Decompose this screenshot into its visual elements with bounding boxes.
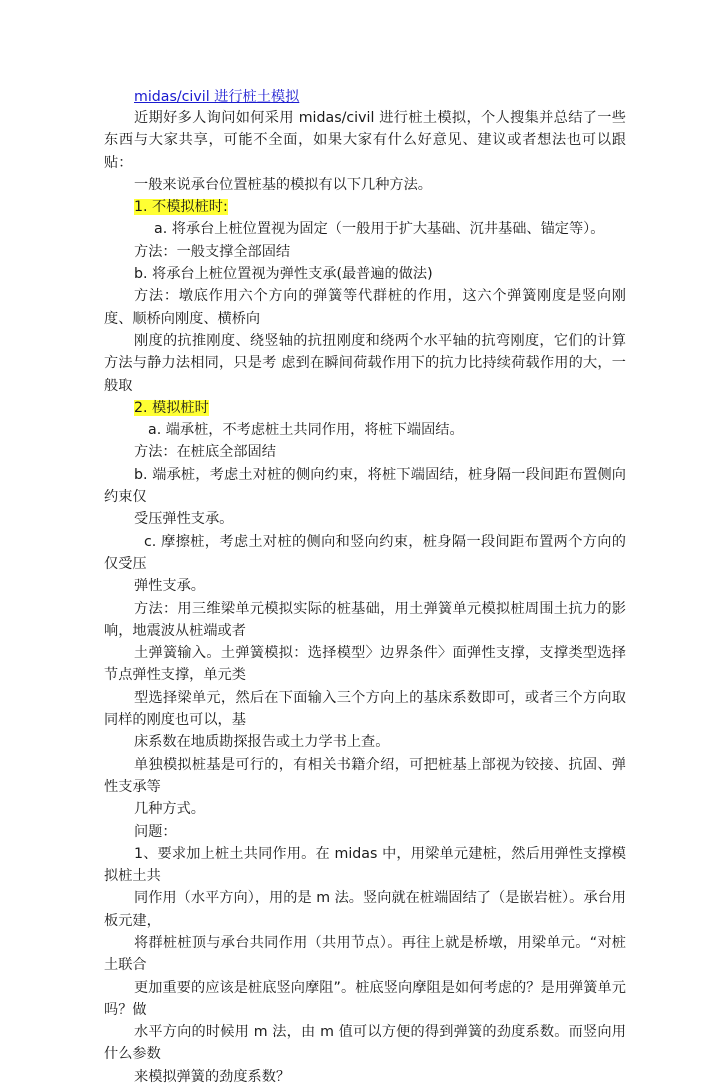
- paragraph: 1、要求加上桩土共同作用。在 midas 中，用梁单元建桩，然后用弹性支撑模拟桩土共: [104, 845, 626, 885]
- paragraph: 刚度的抗推刚度、绕竖轴的抗扭刚度和绕两个水平轴的抗弯刚度，它们的计算方法与静力法相同，只是考 虑到在瞬间荷载作用下的抗力比持续荷载作用的大，一般取: [104, 332, 626, 394]
- paragraph: 几种方式。: [134, 801, 205, 818]
- paragraph: 问题：: [134, 823, 177, 840]
- paragraph: c. 摩擦桩，考虑土对桩的侧向和竖向约束，桩身隔一段间距布置两个方向的仅受压: [104, 533, 626, 572]
- highlighted-heading-text: 1. 不模拟桩时:: [134, 199, 228, 216]
- paragraph: 一般来说承台位置桩基的模拟有以下几种方法。: [134, 176, 432, 193]
- paragraph: 土弹簧输入。土弹簧模拟：选择模型〉边界条件〉面弹性支撑，支撑类型选择节点弹性支撑，单元类: [104, 645, 626, 684]
- document-title[interactable]: midas/civil 进行桩土模拟: [134, 89, 300, 105]
- paragraph: a. 将承台上桩位置视为固定（一般用于扩大基础、沉井基础、锚定等）。: [154, 221, 605, 238]
- section-heading-1: [104, 196, 626, 218]
- highlighted-heading-text: 2. 模拟桩时: [134, 399, 209, 416]
- paragraph: 型选择梁单元，然后在下面输入三个方向上的基床系数即可，或者三个方向取同样的刚度也可以，基: [104, 689, 626, 729]
- paragraph: 受压弹性支承。: [134, 511, 234, 528]
- paragraph: 同作用（水平方向），用的是 m 法。竖向就在桩端固结了（是嵌岩桩）。承台用板元建，: [104, 890, 626, 929]
- paragraph: 方法：墩底作用六个方向的弹簧等代群桩的作用，这六个弹簧刚度是竖向刚度、顺桥向刚度、横桥向: [104, 288, 626, 327]
- paragraph: 水平方向的时候用 m 法，由 m 值可以方便的得到弹簧的劲度系数。而竖向用什么参数: [104, 1024, 626, 1063]
- paragraph: 方法：用三维梁单元模拟实际的桩基础，用土弹簧单元模拟桩周围土抗力的影响，地震波从桩端或者: [104, 600, 626, 639]
- section-heading-2: [104, 397, 626, 419]
- document-body: [104, 107, 626, 1088]
- paragraph: 近期好多人询问如何采用 midas/civil 进行桩土模拟，个人搜集并总结了一些东西与大家共享，可能不全面，如果大家有什么好意见、建议或者想法也可以跟贴：: [104, 110, 626, 171]
- paragraph: 来模拟弹簧的劲度系数？: [134, 1068, 291, 1085]
- paragraph: a. 端承桩，不考虑桩土共同作用，将桩下端固结。: [148, 422, 464, 439]
- paragraph: b. 端承桩，考虑土对桩的侧向约束，将桩下端固结，桩身隔一段间距布置侧向约束仅: [104, 466, 626, 506]
- paragraph: 方法：一般支撑全部固结: [134, 243, 291, 260]
- paragraph: 床系数在地质勘探报告或土力学书上查。: [134, 734, 390, 751]
- paragraph: 将群桩桩顶与承台共同作用（共用节点）。再往上就是桥墩，用梁单元。“对桩土联合: [104, 934, 626, 974]
- paragraph: b. 将承台上桩位置视为弹性支承(最普遍的做法): [134, 266, 433, 283]
- paragraph: 方法：在桩底全部固结: [134, 444, 276, 461]
- paragraph: 弹性支承。: [134, 578, 205, 595]
- paragraph: 单独模拟桩基是可行的，有相关书籍介绍，可把桩基上部视为铰接、抗固、弹性支承等: [104, 756, 626, 795]
- paragraph: 更加重要的应该是桩底竖向摩阻”。桩底竖向摩阻是如何考虑的？是用弹簧单元吗？做: [104, 979, 626, 1018]
